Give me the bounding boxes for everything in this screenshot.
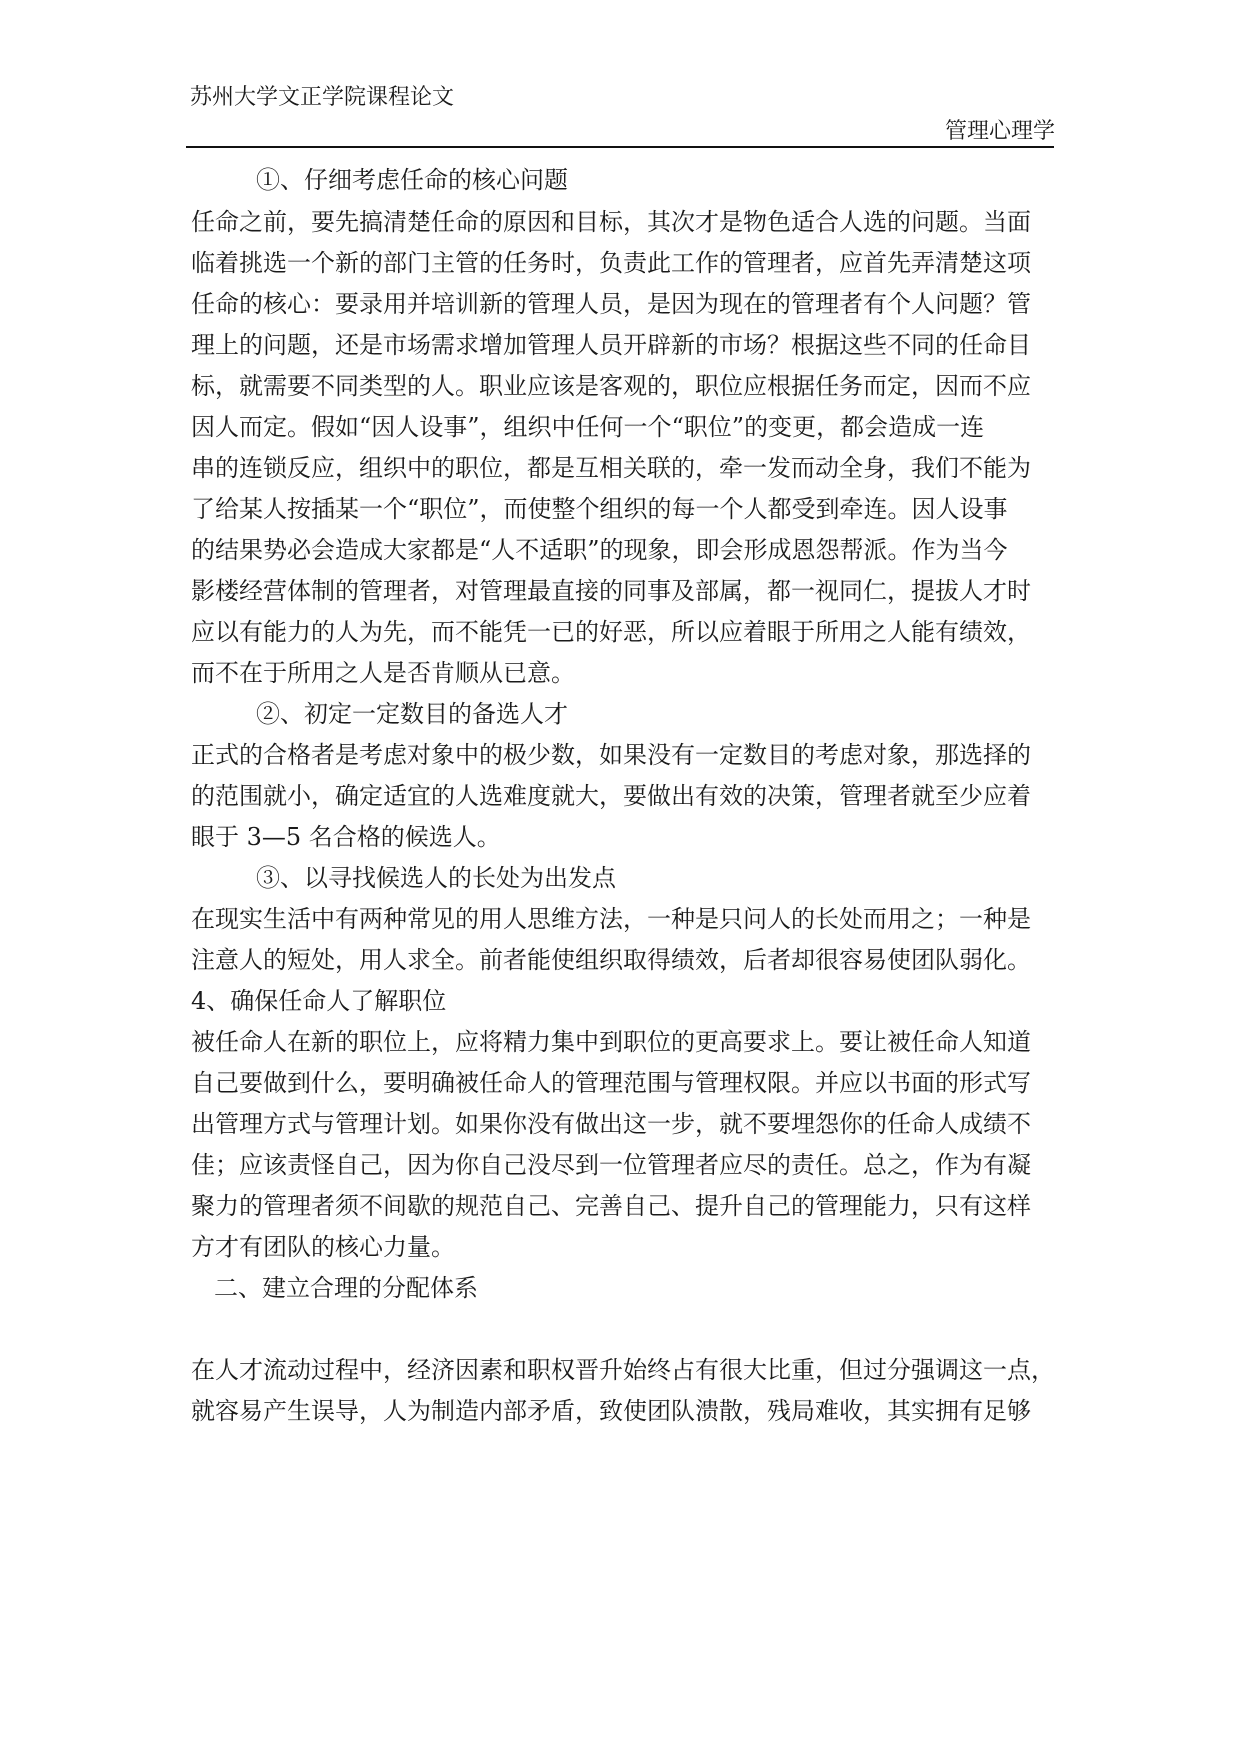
body-line: 就容易产生误导，人为制造内部矛盾，致使团队溃散，残局难收，其实拥有足够: [191, 1397, 1031, 1425]
body-line: 影楼经营体制的管理者，对管理最直接的同事及部属，都一视同仁，提拔人才时: [191, 577, 1031, 605]
body-line: 自己要做到什么，要明确被任命人的管理范围与管理权限。并应以书面的形式写: [191, 1069, 1031, 1097]
header-school-title: 苏州大学文正学院课程论文: [190, 85, 455, 110]
subheading-strengths: ③、以寻找候选人的长处为出发点: [256, 864, 616, 892]
body-line: 而不在于所用之人是否肯顺从已意。: [191, 659, 575, 687]
header-divider: [186, 146, 1054, 148]
body-line: 任命之前，要先搞清楚任命的原因和目标，其次才是物色适合人选的问题。当面: [191, 208, 1031, 236]
subheading-core-issue: ①、仔细考虑任命的核心问题: [256, 166, 568, 194]
body-line: 串的连锁反应，组织中的职位，都是互相关联的，牵一发而动全身，我们不能为: [191, 454, 1031, 482]
body-line: 在现实生活中有两种常见的用人思维方法，一种是只问人的长处而用之；一种是: [191, 905, 1031, 933]
body-line: 正式的合格者是考虑对象中的极少数，如果没有一定数目的考虑对象，那选择的: [191, 741, 1031, 769]
section-heading-distribution: 二、建立合理的分配体系: [214, 1274, 478, 1302]
body-line: 佳；应该责怪自己，因为你自己没尽到一位管理者应尽的责任。总之，作为有凝: [191, 1151, 1031, 1179]
subheading-candidates: ②、初定一定数目的备选人才: [256, 700, 568, 728]
body-line: 应以有能力的人为先，而不能凭一已的好恶，所以应着眼于所用之人能有绩效，: [191, 618, 1031, 646]
body-line: 眼于 3—5 名合格的候选人。: [191, 823, 501, 851]
body-line: 理上的问题，还是市场需求增加管理人员开辟新的市场？根据这些不同的任命目: [191, 331, 1031, 359]
body-line: 任命的核心：要录用并培训新的管理人员，是因为现在的管理者有个人问题？管: [191, 290, 1031, 318]
body-line: 临着挑选一个新的部门主管的任务时，负责此工作的管理者，应首先弄清楚这项: [191, 249, 1031, 277]
body-line: 在人才流动过程中，经济因素和职权晋升始终占有很大比重，但过分强调这一点，: [191, 1356, 1055, 1384]
body-line: 出管理方式与管理计划。如果你没有做出这一步，就不要埋怨你的任命人成绩不: [191, 1110, 1031, 1138]
header-course-name: 管理心理学: [944, 119, 1055, 144]
body-line: 被任命人在新的职位上，应将精力集中到职位的更高要求上。要让被任命人知道: [191, 1028, 1031, 1056]
body-line: 因人而定。假如“因人设事”，组织中任何一个“职位”的变更，都会造成一连: [191, 413, 985, 441]
body-line: 了给某人按插某一个“职位”，而使整个组织的每一个人都受到牵连。因人设事: [191, 495, 1008, 523]
body-line: 标，就需要不同类型的人。职业应该是客观的，职位应根据任务而定，因而不应: [191, 372, 1031, 400]
body-line: 注意人的短处，用人求全。前者能使组织取得绩效，后者却很容易使团队弱化。: [191, 946, 1031, 974]
body-line: 的结果势必会造成大家都是“人不适职”的现象，即会形成恩怨帮派。作为当今: [191, 536, 1008, 564]
body-line: 聚力的管理者须不间歇的规范自己、完善自己、提升自己的管理能力，只有这样: [191, 1192, 1031, 1220]
section-heading-4: 4、确保任命人了解职位: [191, 987, 447, 1015]
body-line: 方才有团队的核心力量。: [191, 1233, 455, 1261]
body-line: 的范围就小，确定适宜的人选难度就大，要做出有效的决策，管理者就至少应着: [191, 782, 1031, 810]
